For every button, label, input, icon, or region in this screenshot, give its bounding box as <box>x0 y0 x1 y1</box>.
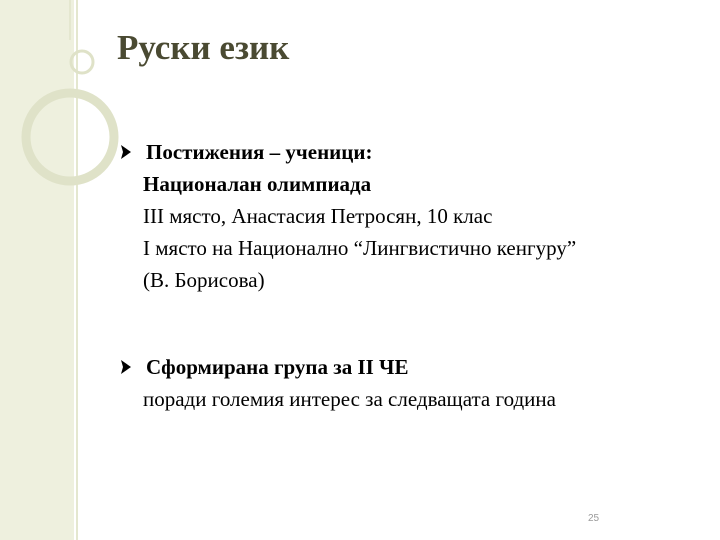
bullet-row <box>118 351 556 383</box>
bullet-line: поради големия интерес за следващата година <box>143 387 556 411</box>
arrow-bullet-icon <box>118 136 134 168</box>
decorative-ring-large <box>26 93 114 181</box>
bullet-group <box>118 351 556 415</box>
bullet-heading: Сформирана група за II ЧЕ <box>146 355 409 379</box>
bullet-line: I място на Национално “Лингвистично кенгуру” <box>143 236 577 260</box>
bullet-line: III място, Анастасия Петросян, 10 клас <box>143 204 493 228</box>
bullet-line: Националан олимпиада <box>143 172 372 196</box>
bullet-achievements <box>118 136 576 296</box>
decorative-ring-small <box>71 51 93 73</box>
bullet-heading: Постижения – ученици: <box>146 140 373 164</box>
bullet-row <box>118 136 576 168</box>
bullet-line: (В. Борисова) <box>143 268 265 292</box>
slide-title: Руски език <box>117 28 290 67</box>
arrow-bullet-icon <box>118 351 134 383</box>
page-number: 25 <box>588 513 600 524</box>
